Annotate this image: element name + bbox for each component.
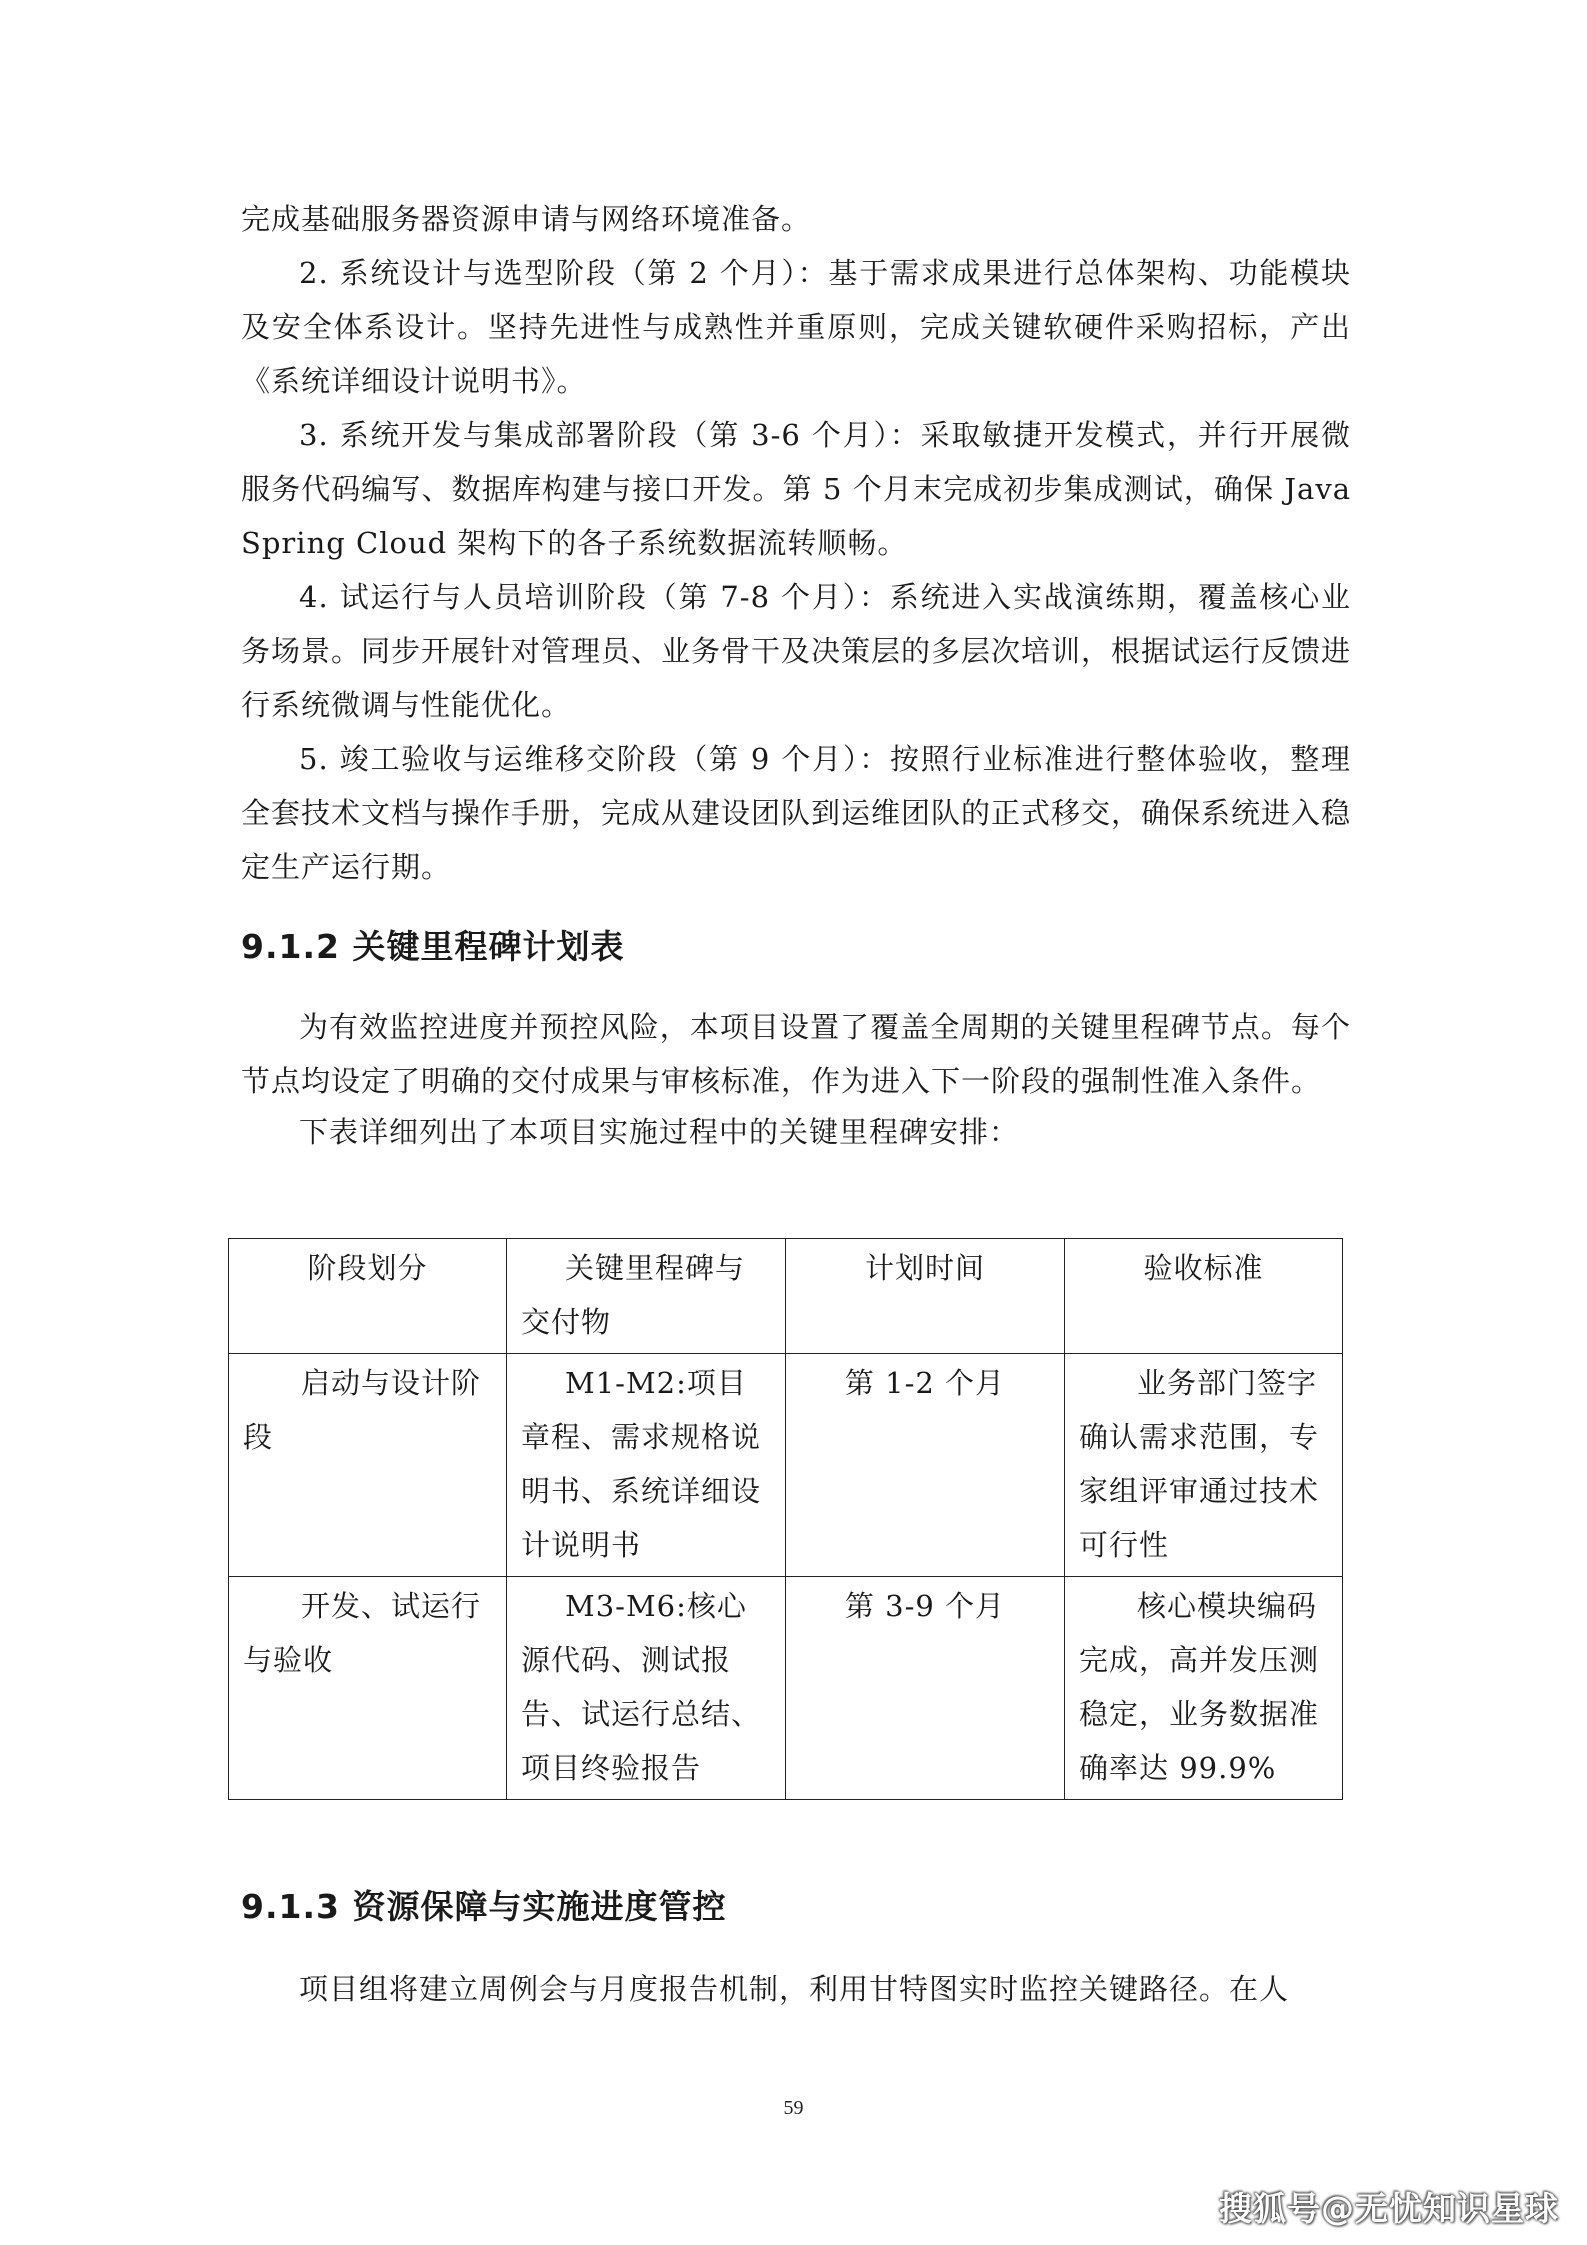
paragraph-resource-intro: 项目组将建立周例会与月度报告机制，利用甘特图实时监控关键路径。在人 bbox=[299, 1972, 1290, 2006]
watermark: 搜狐号@无忧知识星球 bbox=[1219, 2189, 1559, 2228]
cell-time: 第 3-9 个月 bbox=[786, 1577, 1065, 1800]
section-9-1-3 bbox=[241, 1880, 1351, 2016]
table-row bbox=[229, 1577, 1343, 1800]
table-row bbox=[229, 1354, 1343, 1577]
paragraph-phase-5: 5. 竣工验收与运维移交阶段（第 9 个月）：按照行业标准进行整体验收，整理全套技术文档与操作手册，完成从建设团队到运维团队的正式移交，确保系统进入稳定生产运行期。 bbox=[241, 742, 1352, 884]
cell-phase: 启动与设计阶段 bbox=[229, 1354, 507, 1577]
cell-acceptance: 业务部门签字确认需求范围，专家组评审通过技术可行性 bbox=[1065, 1354, 1343, 1577]
table-header-row bbox=[229, 1239, 1343, 1354]
page-number: 59 bbox=[783, 2097, 804, 2119]
cell-phase: 开发、试运行与验收 bbox=[229, 1577, 507, 1800]
body-text bbox=[241, 192, 1351, 1156]
section-heading-9-1-3: 9.1.3 资源保障与实施进度管控 bbox=[241, 1887, 727, 1926]
header-time: 计划时间 bbox=[786, 1239, 1065, 1354]
paragraph-continuation: 完成基础服务器资源申请与网络环境准备。 bbox=[241, 202, 812, 236]
section-heading-9-1-2: 9.1.2 关键里程碑计划表 bbox=[241, 927, 625, 966]
header-milestone: 关键里程碑与交付物 bbox=[507, 1239, 786, 1354]
cell-time: 第 1-2 个月 bbox=[786, 1354, 1065, 1577]
header-phase: 阶段划分 bbox=[229, 1239, 507, 1354]
header-acceptance: 验收标准 bbox=[1065, 1239, 1343, 1354]
paragraph-milestone-intro: 为有效监控进度并预控风险，本项目设置了覆盖全周期的关键里程碑节点。每个节点均设定了明确的交付成果与审核标准，作为进入下一阶段的强制性准入条件。 bbox=[241, 1010, 1351, 1098]
cell-milestone: M3-M6:核心源代码、测试报告、试运行总结、项目终验报告 bbox=[507, 1577, 786, 1800]
cell-milestone: M1-M2:项目章程、需求规格说明书、系统详细设计说明书 bbox=[507, 1354, 786, 1577]
paragraph-phase-4: 4. 试运行与人员培训阶段（第 7-8 个月）：系统进入实战演练期，覆盖核心业务场景。同步开展针对管理员、业务骨干及决策层的多层次培训，根据试运行反馈进行系统微调与性能优化。 bbox=[241, 580, 1352, 722]
milestone-table bbox=[228, 1238, 1343, 1800]
cell-acceptance: 核心模块编码完成，高并发压测稳定，业务数据准确率达 99.9% bbox=[1065, 1577, 1343, 1800]
paragraph-phase-2: 2. 系统设计与选型阶段（第 2 个月）：基于需求成果进行总体架构、功能模块及安全体系设计。坚持先进性与成熟性并重原则，完成关键软硬件采购招标，产出《系统详细设计说明书》。 bbox=[241, 256, 1351, 398]
paragraph-phase-3: 3. 系统开发与集成部署阶段（第 3-6 个月）：采取敏捷开发模式，并行开展微服务代码编写、数据库构建与接口开发。第 5 个月末完成初步集成测试，确保 Java Spring Cloud 架构下的各子系统数据流转顺畅。 bbox=[241, 418, 1351, 560]
table-caption: 下表详细列出了本项目实施过程中的关键里程碑安排： bbox=[299, 1115, 1020, 1149]
